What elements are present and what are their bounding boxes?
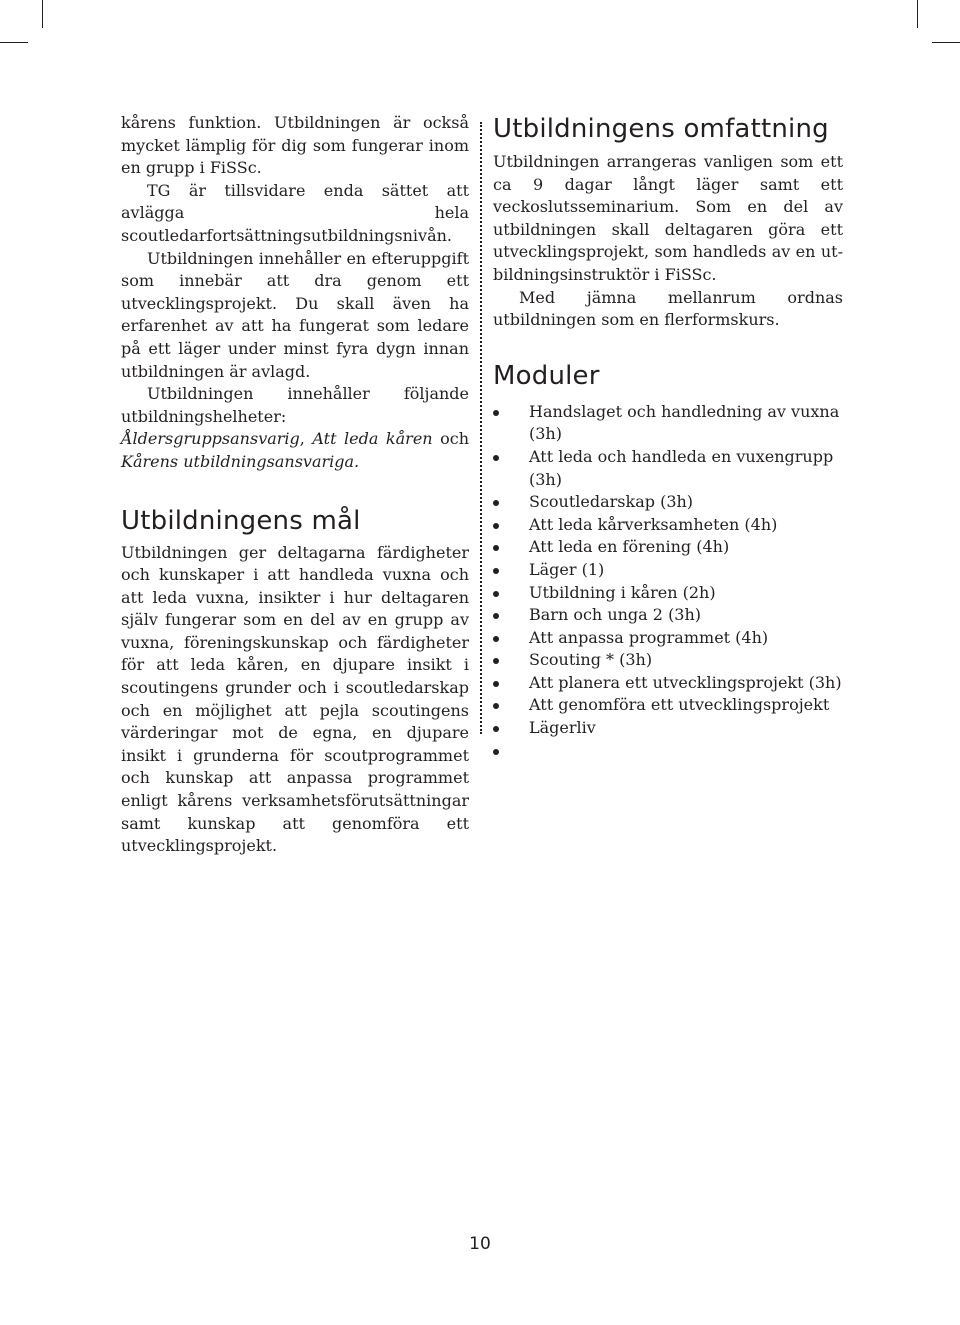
right-column (493, 112, 843, 762)
scope-heading: Utbildningens omfattning (493, 114, 829, 144)
list-item (493, 694, 843, 717)
list-item (493, 559, 843, 582)
module-label: Lägerliv (529, 718, 596, 738)
module-label: Att anpassa programmet (4h) (529, 627, 769, 647)
content-separator: , (299, 429, 313, 449)
module-label: Scouting * (3h) (529, 650, 653, 670)
bullet-icon (493, 545, 499, 551)
module-label: Att leda och handleda en vuxengrupp (3h) (529, 446, 834, 489)
content-item-lead-troop: Att leda kåren (312, 429, 433, 449)
list-item (493, 740, 843, 763)
list-item (493, 672, 843, 695)
bullet-icon (493, 591, 499, 597)
scope-paragraph: Utbildningen arrangeras vanligen som ett ca 9 dagar långt läger samt ett veckoslutsseminarium. Som en del av utbildningen skall deltagaren göra ett utvecklingsprojekt, som handleds av en utbildningsinstruktör i FiSSc. (493, 152, 843, 284)
bullet-icon (493, 500, 499, 506)
list-item (493, 649, 843, 672)
scope-paragraph-multiform: Med jämna mellanrum ordnas utbildningen som en flerformskurs. (493, 287, 843, 330)
list-item (493, 604, 843, 627)
bullet-icon (493, 523, 499, 529)
goals-text: Utbildningen ger deltagarna färdigheter och kunskaper i att handleda vuxna och att leda vuxna, insikter i hur deltagaren själv fungerar som en del av en grupp av vuxna, föreningskunskap och färdigheter för att leda kåren, en djupare insikt i scoutingens grunder och i scoutledarskap och en möjlighet att pejla scoutingens värderingar mot de egna, en djupare insikt i grunderna för scoutprogrammet och kunskap att anpassa programmet enligt kårens verksamhetsförutsättningar samt kunskap att genomföra ett utvecklingsprojekt. (121, 542, 469, 856)
content-intro: Utbildningen innehåller följande utbildningshelheter: (121, 384, 469, 426)
left-column (121, 112, 469, 858)
module-label: Läger (1) (529, 559, 605, 579)
list-item (493, 446, 843, 491)
paragraph-tg: TG är tillsvidare enda sättet att avlägga hela scoutledarfortsättningsutbildningsnivån. (121, 180, 469, 245)
content-separator: och (432, 429, 470, 449)
list-item (493, 491, 843, 514)
module-label: Att leda en förening (4h) (529, 537, 730, 557)
paragraph-content-units (121, 383, 469, 473)
bullet-icon (493, 726, 499, 732)
list-item (493, 627, 843, 650)
bullet-icon (493, 658, 499, 664)
bullet-icon (493, 568, 499, 574)
module-label: Utbildning i kåren (2h) (529, 582, 716, 602)
module-label: Att planera ett utvecklingsprojekt (3h) (529, 672, 842, 692)
module-label: Scoutledarskap (3h) (529, 492, 694, 512)
bullet-icon (493, 681, 499, 687)
content-item-age-group: Åldersgruppsansvarig (121, 429, 300, 449)
list-item (493, 536, 843, 559)
goals-heading: Utbildningens mål (121, 505, 361, 536)
list-item (493, 717, 843, 740)
module-label: Handslaget och handledning av vuxna (3h) (529, 401, 840, 444)
crop-mark-top-left-h (0, 42, 28, 43)
bullet-icon (493, 613, 499, 619)
column-divider (480, 122, 482, 734)
page-number: 10 (469, 1234, 491, 1254)
bullet-icon (493, 703, 499, 709)
bullet-icon (493, 410, 499, 416)
modules-heading: Moduler (493, 360, 600, 391)
list-item (493, 514, 843, 537)
module-label: Att genomföra ett utvecklingsprojekt (529, 695, 830, 715)
content-item-training-responsible: Kårens utbildningsansvariga. (121, 451, 360, 471)
paragraph-follow-up-task: Utbildningen innehåller en efteruppgift som innebär att dra genom ett utvecklingsprojekt. Du skall även ha erfarenhet av att ha fungerat som ledare på ett läger under minst fyra dygn innan utbildningen är avlagd. (121, 248, 469, 381)
bullet-icon (493, 636, 499, 642)
bullet-icon (493, 455, 499, 461)
crop-mark-top-right-h (932, 42, 960, 43)
crop-mark-top-left-v (42, 0, 43, 28)
module-label: Barn och unga 2 (3h) (529, 605, 702, 625)
crop-mark-top-right-v (917, 0, 918, 28)
module-label: Att leda kårverksamheten (4h) (529, 514, 778, 534)
list-item (493, 582, 843, 605)
paragraph-continued: kårens funktion. Utbildningen är också mycket lämplig för dig som fungerar inom en grupp i FiSSc. (121, 113, 469, 178)
bullet-icon (493, 749, 499, 755)
modules-list (493, 401, 843, 763)
list-item (493, 401, 843, 446)
